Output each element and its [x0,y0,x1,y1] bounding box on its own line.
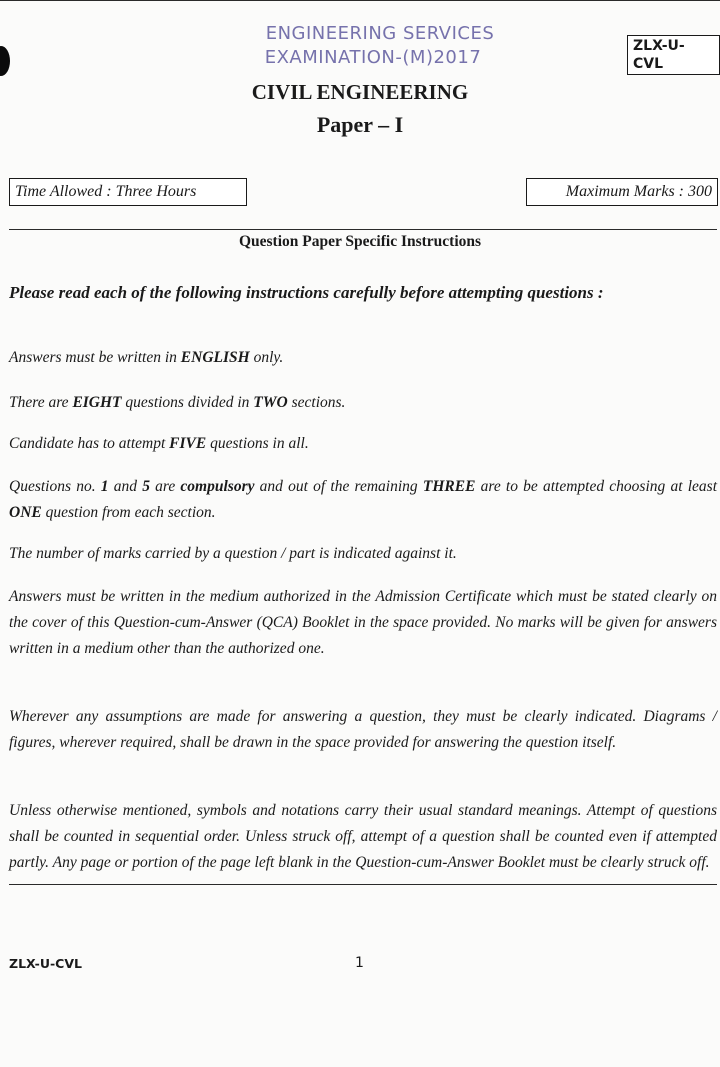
instruction-text: The number of marks carried by a question / part is indicated against it. [9,545,457,562]
stamp-line-1: ENGINEERING SERVICES [265,23,495,44]
emphasis-text: ONE [9,504,42,521]
punch-hole-mark [0,46,10,76]
emphasis-text: 5 [142,478,150,495]
emphasis-text: 1 [100,478,109,495]
divider-bottom [9,884,717,885]
paper-code-badge: ZLX-U-CVL [627,35,720,75]
instruction-text: Candidate has to attempt [9,435,170,452]
emphasis-text: EIGHT [72,394,122,411]
instruction-item [9,431,717,457]
subject-title: CIVIL ENGINEERING [251,80,469,104]
instruction-text: and out of the remaining [254,478,423,495]
instruction-text: are to be attempted choosing at least [475,478,718,495]
instruction-text: questions in all. [206,435,309,452]
instruction-item [9,541,717,567]
instruction-text: sections. [287,394,346,411]
page-number: 1 [355,955,364,971]
divider-top [9,229,717,230]
maximum-marks-box: Maximum Marks : 300 [526,178,718,206]
emphasis-text: THREE [422,478,476,495]
instruction-text: Answers must be written in [9,349,181,366]
instruction-item [9,798,717,876]
instruction-item [9,390,717,416]
instruction-item [9,704,717,756]
instruction-text: and [108,478,143,495]
emphasis-text: ENGLISH [180,349,250,366]
instruction-text: questions divided in [121,394,254,411]
instruction-text: Answers must be written in the medium authorized in the Admission Certificate which must be stated clearly on the cover of this Question-cum-Answer (QCA) Booklet in the space provided. No marks will be given for answers written in a medium other than the authorized one. [9,588,717,657]
emphasis-text: compulsory [180,478,255,495]
emphasis-text: TWO [253,394,288,411]
instruction-text: are [149,478,181,495]
exam-stamp [230,22,530,70]
time-allowed-box: Time Allowed : Three Hours [9,178,247,206]
top-edge-line [0,0,720,1]
instruction-text: question from each section. [41,504,216,521]
footer-paper-code: ZLX-U-CVL [9,956,82,971]
paper-title: Paper – I [316,112,404,137]
instruction-item [9,345,717,371]
instruction-text: Wherever any assumptions are made for answering a question, they must be clearly indicated. Diagrams / figures, wherever required, shall be drawn in the space provided for answering the question itself. [9,708,717,751]
instructions-heading: Question Paper Specific Instructions [238,233,482,250]
stamp-line-2: EXAMINATION-(M)2017 [264,47,482,68]
instruction-text: Questions no. [9,478,101,495]
instruction-text: Unless otherwise mentioned, symbols and notations carry their usual standard meanings. Attempt of questions shall be counted in sequential order. Unless struck off, attempt of a question shall be counted even if attempted partly. Any page or portion of the page left blank in the Question-cum-Answer Booklet must be clearly struck off. [9,802,717,871]
instruction-text: only. [249,349,284,366]
emphasis-text: FIVE [169,435,207,452]
instruction-item [9,584,717,662]
instruction-item [9,474,717,526]
instructions-intro: Please read each of the following instructions carefully before attempting questions : [9,283,604,302]
instruction-text: There are [9,394,73,411]
